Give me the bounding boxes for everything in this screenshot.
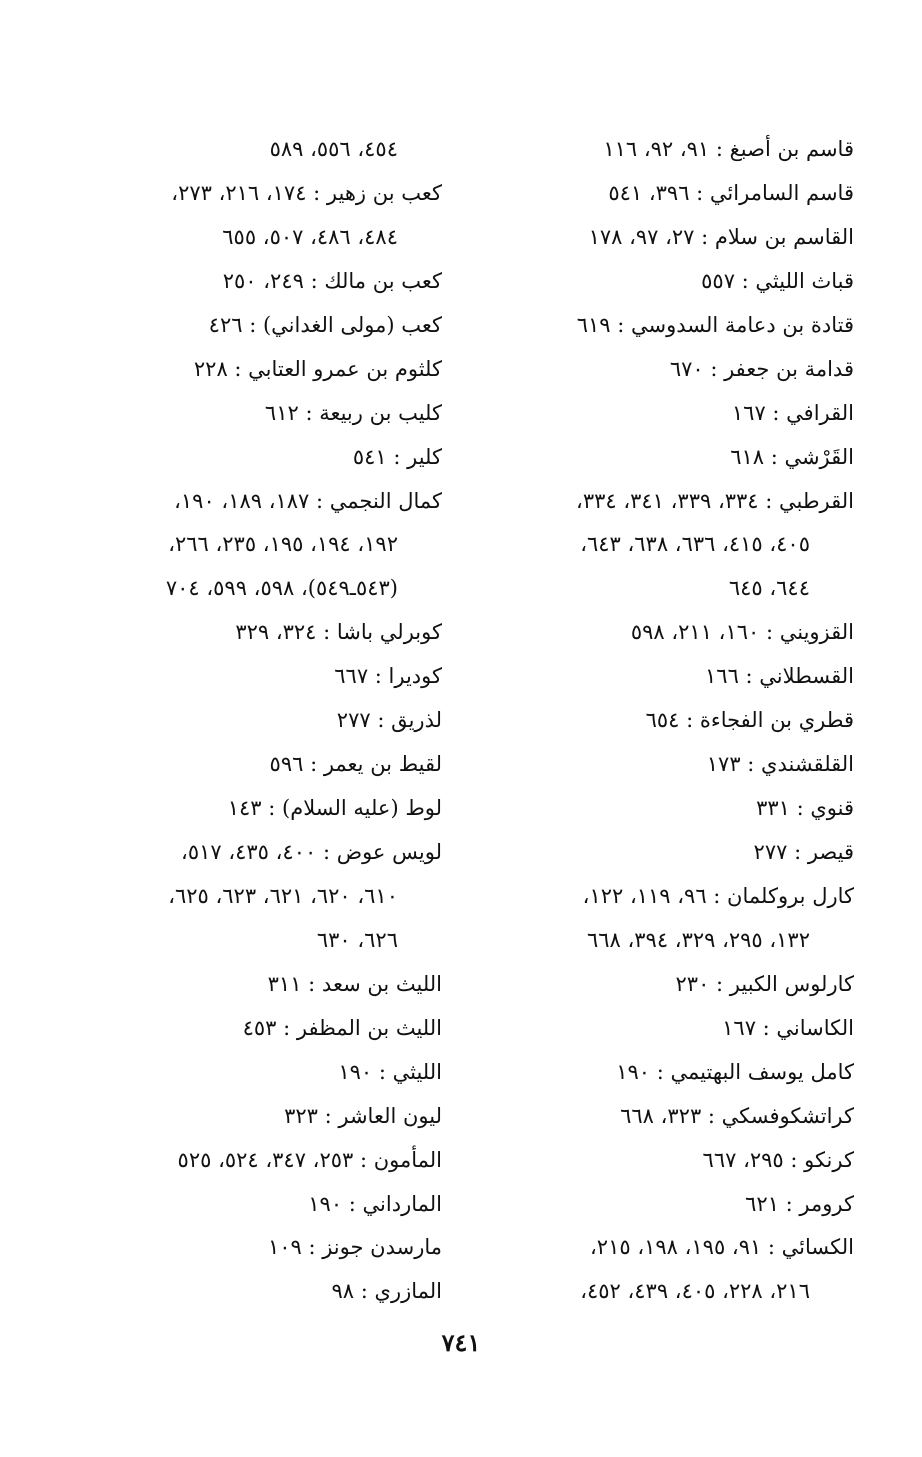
index-entry: كلير : ٥٤١ (352, 444, 442, 469)
index-entry: كرومر : ٦٢١ (745, 1191, 854, 1216)
index-entry: كامل يوسف البهتيمي : ١٩٠ (616, 1059, 854, 1084)
index-entry: القاسم بن سلام : ٢٧، ٩٧، ١٧٨ (588, 224, 854, 249)
index-entry: الليثي : ١٩٠ (338, 1059, 442, 1084)
index-entry: القرافي : ١٦٧ (731, 400, 854, 425)
index-entry: الكاساني : ١٦٧ (722, 1015, 854, 1040)
index-entry: قتادة بن دعامة السدوسي : ٦١٩ (576, 312, 854, 337)
index-entry: كارلوس الكبير : ٢٣٠ (675, 971, 854, 996)
index-continuation-line: ١٩٢، ١٩٤، ١٩٥، ٢٣٥، ٢٦٦، (168, 532, 398, 557)
index-entry: كارل بروكلمان : ٩٦، ١١٩، ١٢٢، (582, 883, 854, 908)
index-entry: قيصر : ٢٧٧ (753, 840, 854, 864)
index-entry: الليث بن المظفر : ٤٥٣ (242, 1015, 442, 1040)
index-entry: القسطلاني : ١٦٦ (705, 664, 854, 689)
index-entry: كعب بن مالك : ٢٤٩، ٢٥٠ (222, 268, 442, 293)
index-entry: القلقشندي : ١٧٣ (706, 752, 854, 777)
index-entry: قاسم السامرائي : ٣٩٦، ٥٤١ (608, 180, 854, 205)
index-entry: كلثوم بن عمرو العتابي : ٢٢٨ (193, 356, 442, 381)
index-entry: لقيط بن يعمر : ٥٩٦ (269, 752, 442, 777)
index-entry: كوديرا : ٦٦٧ (334, 664, 442, 689)
index-entry: لويس عوض : ٤٠٠، ٤٣٥، ٥١٧، (181, 840, 442, 864)
index-entry: القرطبي : ٣٣٤، ٣٣٩، ٣٤١، ٣٣٤، (576, 488, 854, 513)
index-entry: كعب (مولى الغداني) : ٤٢٦ (208, 312, 442, 337)
index-entry: الليث بن سعد : ٣١١ (267, 971, 442, 996)
index-continuation-line: ١٣٢، ٢٩٥، ٣٢٩، ٣٩٤، ٦٦٨ (586, 927, 810, 952)
index-entry: القَرْشي : ٦١٨ (730, 444, 854, 469)
right-index-column (484, 128, 854, 1314)
index-entry: قاسم بن أصبغ : ٩١، ٩٢، ١١٦ (603, 137, 854, 161)
index-entry: المأمون : ٢٥٣، ٣٤٧، ٥٢٤، ٥٢٥ (177, 1147, 442, 1172)
index-continuation-line: ٦١٠، ٦٢٠، ٦٢١، ٦٢٣، ٦٢٥، (168, 883, 398, 908)
index-entry: كليب بن ربيعة : ٦١٢ (264, 400, 442, 425)
page-number: ٧٤١ (441, 1328, 481, 1357)
index-entry: المارداني : ١٩٠ (308, 1191, 442, 1216)
index-continuation-line: ٤٠٥، ٤١٥، ٦٣٦، ٦٣٨، ٦٤٣، (580, 532, 810, 557)
index-entry: كعب بن زهير : ١٧٤، ٢١٦، ٢٧٣، (171, 180, 442, 205)
index-entry: القزويني : ١٦٠، ٢١١، ٥٩٨ (630, 620, 854, 645)
index-continuation-line: ٦٤٤، ٦٤٥ (728, 576, 810, 601)
index-continuation-line: ٤٨٤، ٤٨٦، ٥٠٧، ٦٥٥ (222, 224, 398, 249)
index-continuation-line: ٤٥٤، ٥٥٦، ٥٨٩ (269, 137, 398, 161)
index-entry: لذريق : ٢٧٧ (336, 708, 442, 733)
index-entry: الكسائي : ٩١، ١٩٥، ١٩٨، ٢١٥، (590, 1235, 854, 1260)
index-entry: كوبرلي باشا : ٣٢٤، ٣٢٩ (235, 620, 442, 645)
left-index-column (67, 128, 442, 1314)
index-entry: كرنكو : ٢٩٥، ٦٦٧ (702, 1147, 854, 1172)
index-continuation-line: (٥٤٣ـ٥٤٩)، ٥٩٨، ٥٩٩، ٧٠٤ (165, 576, 398, 601)
index-entry: قدامة بن جعفر : ٦٧٠ (669, 356, 854, 381)
index-entry: قطري بن الفجاءة : ٦٥٤ (645, 708, 854, 733)
index-entry: قنوي : ٣٣١ (756, 796, 854, 821)
index-entry: قباث الليثي : ٥٥٧ (701, 268, 854, 293)
index-continuation-line: ٢١٦، ٢٢٨، ٤٠٥، ٤٣٩، ٤٥٢، (580, 1279, 810, 1304)
index-continuation-line: ٦٢٦، ٦٣٠ (316, 927, 398, 952)
index-entry: مارسدن جونز : ١٠٩ (267, 1235, 442, 1260)
index-entry: المازري : ٩٨ (331, 1279, 442, 1304)
index-entry: كراتشكوفسكي : ٣٢٣، ٦٦٨ (620, 1103, 854, 1128)
index-entry: ليون العاشر : ٣٢٣ (284, 1103, 442, 1128)
index-entry: كمال النجمي : ١٨٧، ١٨٩، ١٩٠، (174, 488, 442, 513)
index-entry: لوط (عليه السلام) : ١٤٣ (227, 796, 442, 821)
